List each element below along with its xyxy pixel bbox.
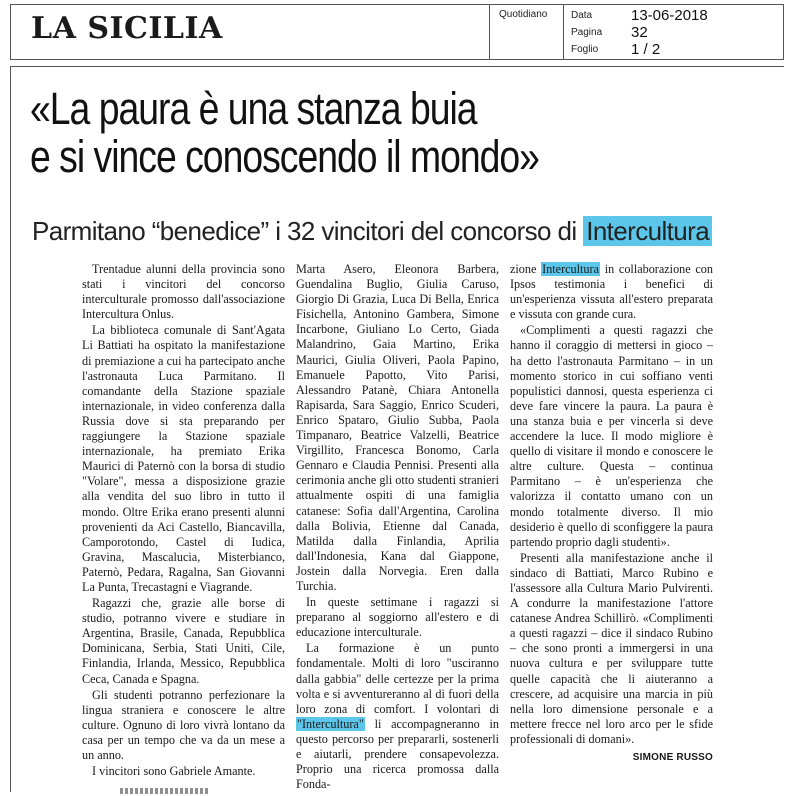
page-value: 32 [631,24,648,41]
paragraph-text: in collaborazione con Ipsos testimonia i benefici di un'esperienza vissuta all'estero preparata e vissuta con grande cura. [510,262,713,322]
paragraph: I vincitori sono Gabriele Amante. [92,764,256,779]
paragraph: Presenti alla manifestazione anche il sindaco di Battiati, Marco Rubino e l'assessore alla Cultura Mario Pulvirenti. A condurre la manifestazione l'attore catanese Andrea Schillirò. «Complimenti a questi ragazzi – dice il sindaco Rubino – che sono pronti a immergersi in una nuova cultura e per sviluppare tutte quelle capacità che li aiuteranno a crescere, ad acquisire una marcia in più nella loro dimensione personale e a mettere frecce nel loro arco per le sfide professionali di domani». [510,550,713,746]
masthead: LA SICILIA [31,11,223,46]
subheadline [32,216,712,247]
headline [30,85,770,181]
sheet-label: Foglio [571,44,599,55]
author-signature: SIMONE RUSSO [632,752,713,763]
headline-line-2: e si vince conoscendo il mondo» [30,131,539,182]
cropped-text-remnant [120,788,210,794]
paragraph-text: li accompagneranno in questo percorso per prepararli, sostenerli e aiutarli, prendere consapevolezza. Proprio una ricerca promossa dalla Fonda- [296,716,499,792]
paragraph: Trentadue alunni della provincia sono stati i vincitori del concorso interculturale promosso dall'associazione Intercultura Onlus. [82,262,285,322]
divider [489,5,490,59]
highlighted-term: Intercultura [542,262,599,276]
article-column-2 [296,262,499,792]
headline-line-1: «La paura è una stanza buia [30,83,477,134]
paragraph [510,262,713,322]
publication-type: Quotidiano [499,9,548,20]
article-column-1 [82,262,285,779]
paragraph [296,641,499,792]
paragraph-text: zione [510,262,537,276]
subheadline-text: Parmitano “benedice” i 32 vincitori del concorso di [32,216,584,246]
highlighted-term: "Intercultura" [297,716,364,731]
paragraph: Marta Asero, Eleonora Barbera, Guendalina Buglio, Giulia Caruso, Giorgio Di Grazia, Luca Di Bella, Enrica Fisichella, Antonino Gambera, Simone Incarbone, Giuliano Lo Certo, Giada Malandrino, Gaia Martino, Erika Maurici, Giulia Oliveri, Paola Papino, Emanuele Papotto, Vito Parisi, Alessandro Patanè, Chiara Antonella Rapisarda, Sara Saggio, Enrico Scuderi, Enrico Spataro, Giulio Subba, Paola Timpanaro, Beatrice Valzelli, Beatrice Virgillito, Francesca Bonomo, Carla Gennaro e Claudia Pennisi. Presenti alla cerimonia anche gli otto studenti stranieri attualmente ospiti di una famiglia catanese: Sofia dall'Argentina, Carolina dalla Bolivia, Etienne dal Canada, Matilda dalla Finlandia, Aprilia dall'Indonesia, Kana dal Giappone, Jostein dalla Norvegia. Eren dalla Turchia. [296,262,499,593]
subheadline-highlight: Intercultura [583,216,712,246]
page-label: Pagina [571,27,603,38]
sheet-value: 1 / 2 [631,41,661,58]
document-header [10,4,784,60]
divider [563,5,564,59]
date-value: 13-06-2018 [631,7,708,24]
paragraph: In queste settimane i ragazzi si preparano al soggiorno all'estero e di educazione interculturale. [296,595,499,640]
paragraph: Gli studenti potranno perfezionare la lingua straniera e conoscere le altre culture. Ognuno di loro vivrà lontano da casa per un tempo che va da un mese a un anno. [82,687,285,762]
paragraph: La biblioteca comunale di Sant'Agata Li Battiati ha ospitato la manifestazione di premiazione a cui ha partecipato anche l'astronauta Luca Parmitano. Il comandante della Stazione spaziale internazionale, in video conferenza dalla Russia dove si sta preparando per raggiungere la Stazione spaziale internazionale, ha premiato Erika Maurici di Paternò con la borsa di studio "Volare", messa a disposizione grazie alla vendita del suo libro in tutto il mondo. Oltre Erika erano presenti alunni provenienti da Aci Castello, Biancavilla, Camporotondo, Castel di Iudica, Gravina, Mascalucia, Misterbianco, Paternò, Pedara, Ragalna, San Giovanni La Punta, Trecastagni e Viagrande. [82,323,285,594]
paragraph-text: La formazione è un punto fondamentale. Molti di loro "usciranno dalla gabbia" delle certezze per la prima volta e si avventureranno al di fuori della loro zona di comfort. I volontari di [296,641,499,716]
article-column-3 [510,262,713,765]
paragraph: Ragazzi che, grazie alle borse di studio, potranno vivere e studiare in Argentina, Brasile, Canada, Repubblica Dominicana, Serbia, Stati Uniti, Cile, Finlandia, Irlanda, Messico, Repubblica Ceca, Canada e Spagna. [82,596,285,686]
date-label: Data [571,10,593,21]
paragraph: «Complimenti a questi ragazzi che hanno il coraggio di mettersi in gioco – ha detto l'astronauta Parmitano – in un momento storico in cui soffiano venti populistici dannosi, questa esperienza ci deve fare vincere la paura. La paura è una stanza buia e per vincerla si deve accendere la luce. Il modo migliore è quello di visitare il mondo e conoscere le altre culture. Questa – continua Parmitano – è un'esperienza che valorizza il contatto umano con un mondo totalmente diverso. Il mio desiderio è quello di sconfiggere la paura partendo proprio dagli studenti». [510,323,713,549]
